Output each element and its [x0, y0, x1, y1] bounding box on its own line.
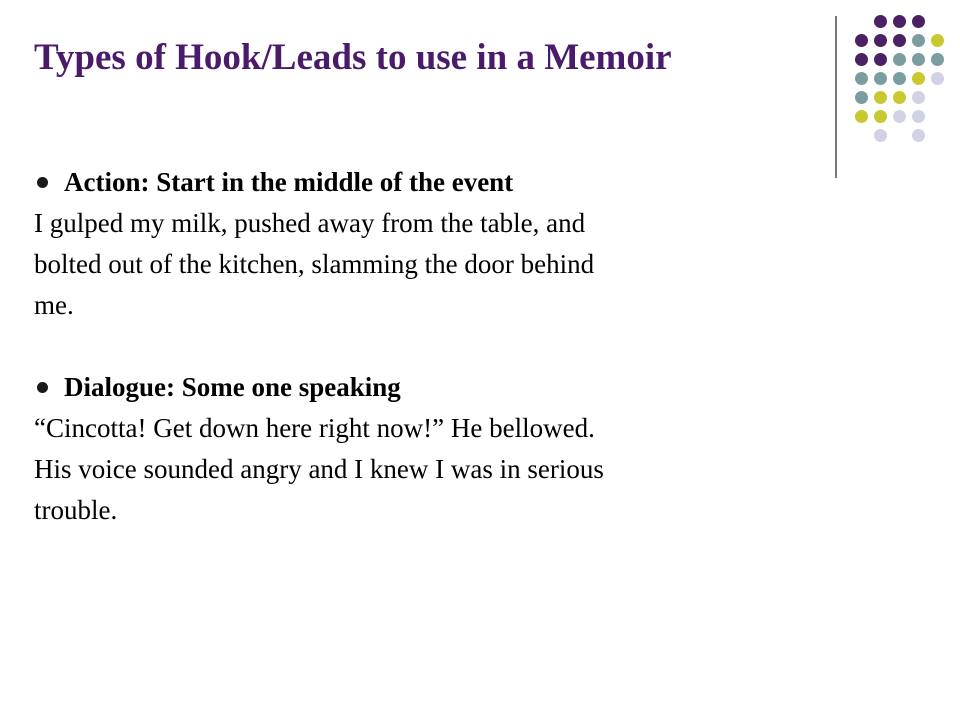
decor-dot — [874, 72, 887, 85]
decor-dot — [893, 15, 906, 28]
decor-dot — [912, 15, 925, 28]
body-line: trouble. — [34, 495, 118, 525]
decor-dot — [855, 72, 868, 85]
decor-dot — [855, 110, 868, 123]
decor-dot — [912, 91, 925, 104]
decor-dot — [912, 34, 925, 47]
body-line: His voice sounded angry and I knew I was in serious — [34, 454, 604, 484]
decor-dot — [893, 53, 906, 66]
decor-dot — [893, 91, 906, 104]
decor-dot — [893, 34, 906, 47]
slide-title: Types of Hook/Leads to use in a Memoir — [34, 37, 672, 78]
decor-dot — [931, 53, 944, 66]
body-line: me. — [34, 290, 74, 320]
decor-dot — [893, 110, 906, 123]
decor-dot — [912, 129, 925, 142]
dot-grid-decoration — [855, 12, 945, 162]
decor-dot — [874, 110, 887, 123]
decor-dot — [874, 129, 887, 142]
decor-dot — [874, 53, 887, 66]
bullet-dot-icon — [37, 177, 48, 188]
body-line: I gulped my milk, pushed away from the table, and — [34, 208, 586, 238]
vertical-divider — [835, 16, 837, 178]
slide-body — [34, 162, 824, 531]
decor-dot — [931, 72, 944, 85]
decor-dot — [931, 34, 944, 47]
decor-dot — [855, 53, 868, 66]
decor-dot — [912, 110, 925, 123]
decor-dot — [874, 34, 887, 47]
bullet-heading-dialogue — [34, 367, 824, 408]
decor-dot — [912, 53, 925, 66]
bullet-heading-action — [34, 162, 824, 203]
bullet-heading-text: Action: Start in the middle of the event — [64, 167, 514, 197]
decor-dot — [855, 34, 868, 47]
decor-dot — [893, 72, 906, 85]
body-line: “Cincotta! Get down here right now!” He bellowed. — [34, 413, 595, 443]
bullet-dot-icon — [37, 382, 48, 393]
decor-dot — [912, 72, 925, 85]
decor-dot — [874, 15, 887, 28]
body-line: bolted out of the kitchen, slamming the door behind — [34, 249, 595, 279]
section-spacer — [34, 326, 824, 367]
decor-dot — [874, 91, 887, 104]
bullet-heading-text: Dialogue: Some one speaking — [64, 372, 401, 402]
decor-dot — [855, 91, 868, 104]
